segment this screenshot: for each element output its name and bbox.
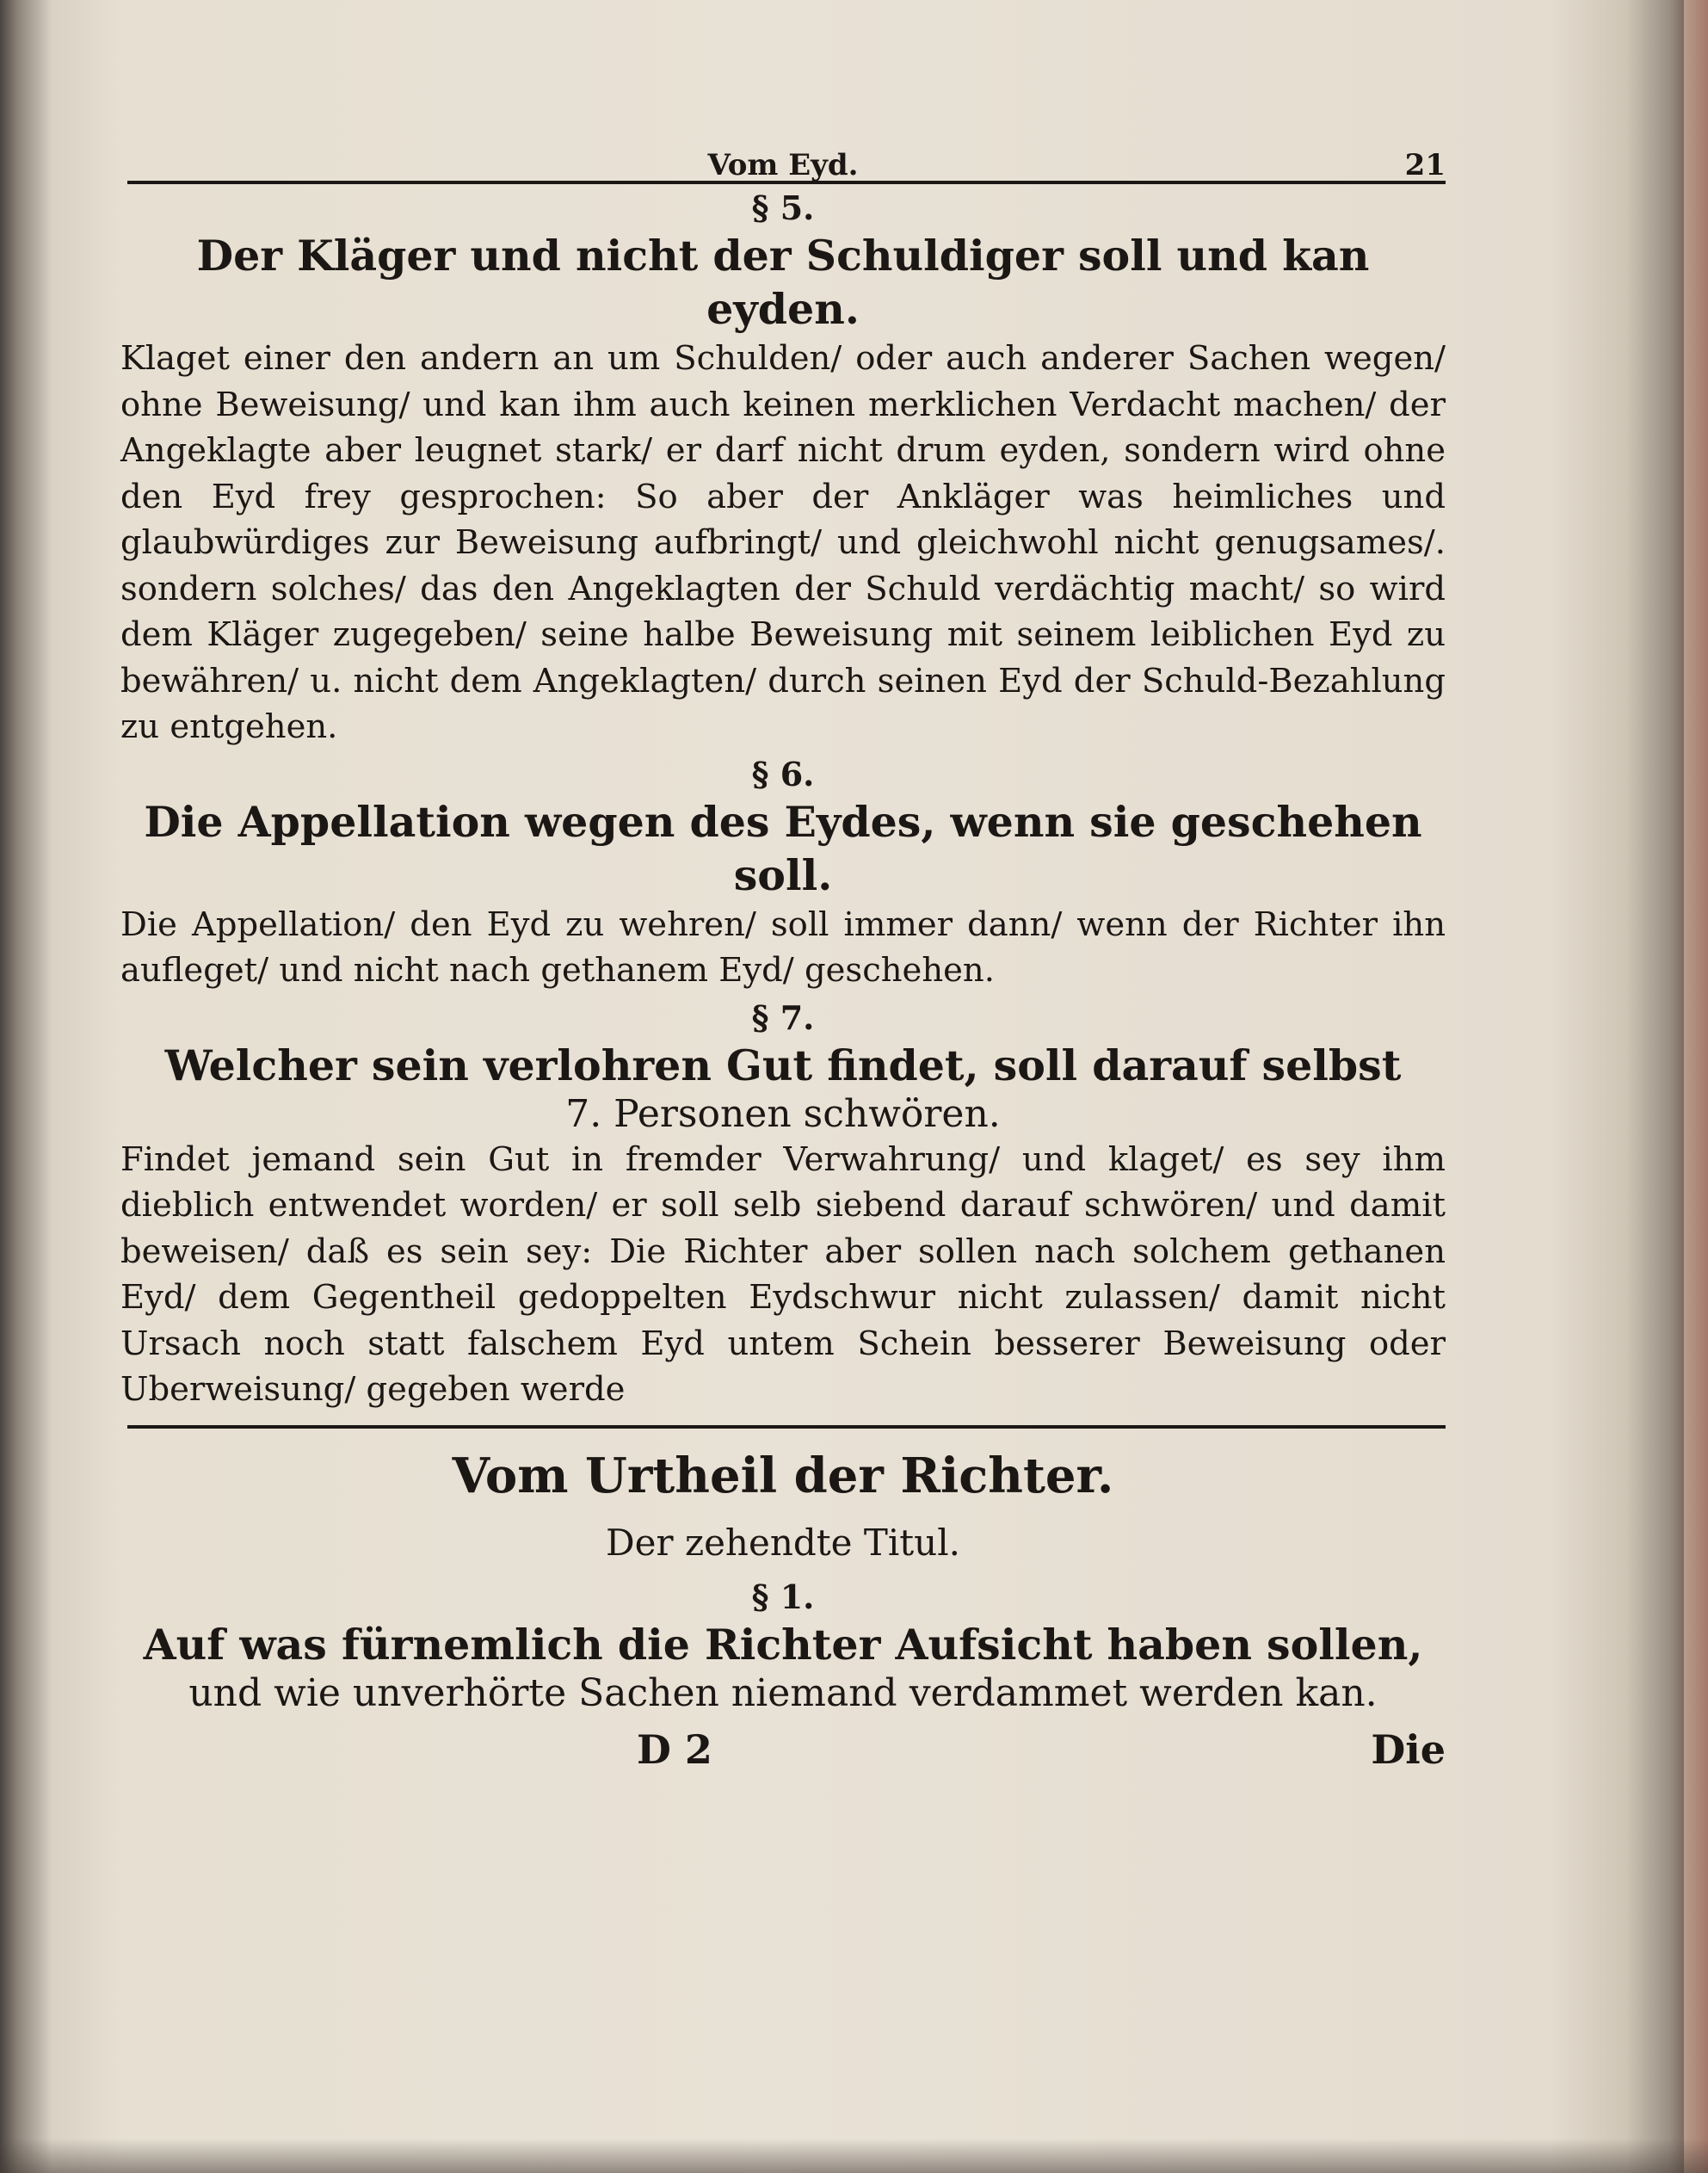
page-edge [1684,0,1708,2173]
section-6-number: § 6. [751,754,815,793]
section-1-heading-cont: und wie unverhörte Sachen niemand verdammet werden kan. [188,1670,1378,1715]
section-6-text: Die Appellation/ den Eyd zu wehren/ soll immer dann/ wenn der Richter ihn aufleget/ und nicht nach gethanem Eyd/ geschehen. [120,904,1446,990]
page-footer [120,1721,1446,1781]
section-6-heading: Die Appellation wegen des Eydes, wenn sie geschehen soll. [144,796,1422,900]
signature-mark: D 2 [637,1725,712,1773]
catchword: Die [1371,1725,1446,1773]
section-5-number: § 5. [751,188,815,227]
section-5-text: Klaget einer den andern an um Schulden/ oder auch anderer Sachen wegen/ ohne Beweisung/ und kan ihm auch keinen merklichen Verdacht machen/ der Angeklagte aber leugnet stark/ er darf nicht drum eyden, sondern wird ohne den Eyd frey gesprochen: So aber der Ankläger was heimliches und glaubwürdiges zur Beweisung aufbringt/ und gleichwohl nicht genugsames/. sondern solches/ das den Angeklagten der Schuld verdächtig macht/ so wird dem Kläger zugegeben/ seine halbe Beweisung mit seinem leiblichen Eyd zu bewähren/ u. nicht dem Angeklagten/ durch seinen Eyd der Schuld-Bezahlung zu entgehen. [120,339,1446,746]
chapter-rule [127,1425,1446,1429]
page-shadow [0,2139,1708,2173]
page-content [120,129,1446,1781]
running-title: Vom Eyd. [707,148,859,182]
section-7-number: § 7. [751,997,815,1037]
section-7-text: Findet jemand sein Gut in fremder Verwahrung/ und klaget/ es sey ihm dieblich entwendet worden/ er soll selb siebend darauf schwören/ und damit beweisen/ daß es sein sey: Die Richter aber sollen nach solchem gethanen Eyd/ dem Gegentheil gedoppelten Eydschwur nicht zulassen/ damit nicht Ursach noch statt falschem Eyd untem Schein besserer Beweisung oder Uberweisung/ gegeben werde [120,1139,1446,1409]
page-number: 21 [1404,148,1446,182]
section-7-heading: Welcher sein verlohren Gut findet, soll darauf selbst [164,1040,1402,1090]
chapter-subtitle: Der zehendte Titul. [605,1521,961,1564]
section-1-number: § 1. [751,1577,815,1616]
section-7-heading-cont: 7. Personen schwören. [565,1091,1001,1136]
running-header [120,129,1446,181]
section-5-heading: Der Kläger und nicht der Schuldiger soll und kan eyden. [196,231,1370,334]
section-1-heading: Auf was fürnemlich die Richter Aufsicht haben sollen, [143,1619,1423,1670]
chapter-title: Vom Urtheil der Richter. [452,1447,1114,1504]
